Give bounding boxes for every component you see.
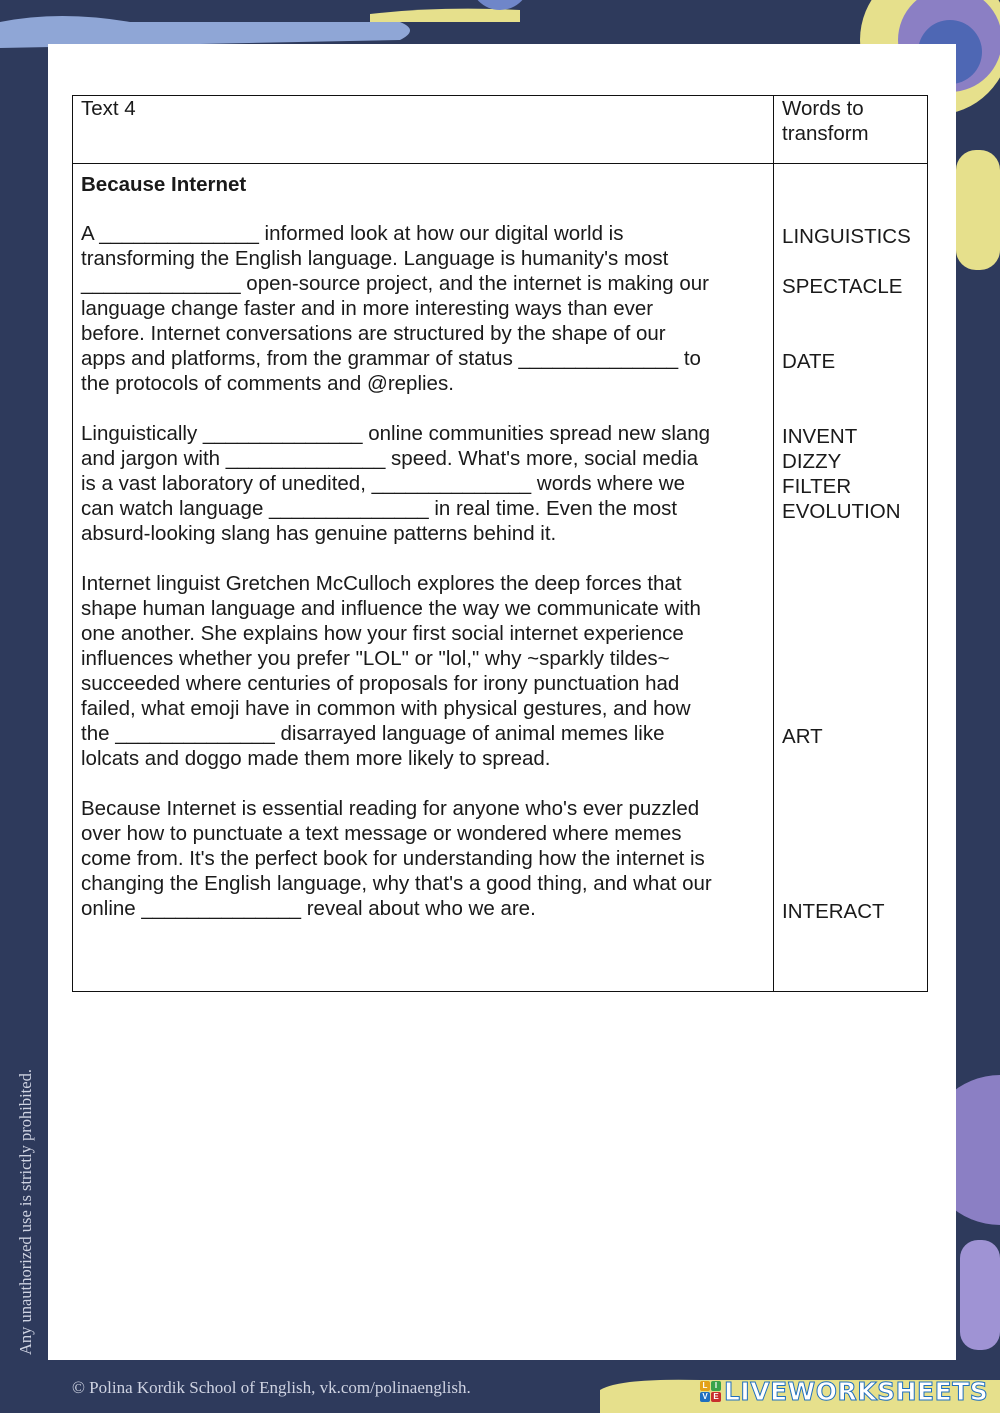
worksheet-table [72, 95, 928, 992]
paragraph-line: come from. It's the perfect book for understanding how the internet is [81, 847, 705, 870]
paragraph-line: is a vast laboratory of unedited, ______________ words where we [81, 472, 686, 495]
word-to-transform: FILTER [782, 475, 852, 498]
paragraph-line: lolcats and doggo made them more likely to spread. [81, 747, 551, 770]
copyright-footer: © Polina Kordik School of English, vk.com/polinaenglish. [72, 1378, 471, 1397]
paragraph-line: language change faster and in more interesting ways than ever [81, 297, 654, 320]
paragraph-line: succeeded where centuries of proposals for irony punctuation had [81, 672, 680, 695]
paragraph-line: transforming the English language. Language is humanity's most [81, 247, 669, 270]
paragraph-line: Because Internet is essential reading for anyone who's ever puzzled [81, 797, 700, 820]
word-to-transform: ART [782, 725, 823, 748]
paragraph-line: failed, what emoji have in common with physical gestures, and how [81, 697, 691, 720]
paragraph-line: the ______________ disarrayed language of animal memes like [81, 722, 665, 745]
paragraph-line: the protocols of comments and @replies. [81, 372, 454, 395]
paragraph-line: absurd-looking slang has genuine patterns behind it. [81, 522, 557, 545]
word-to-transform: DIZZY [782, 450, 842, 473]
logo-mark-icon: L I V E [700, 1381, 721, 1402]
table-body-row [73, 164, 928, 992]
paragraph-line: online ______________ reveal about who we are. [81, 897, 536, 920]
worksheet-page [48, 44, 956, 1360]
header-words-label-line1: Words to [782, 97, 864, 120]
liveworksheets-logo[interactable] [700, 1376, 988, 1406]
text-title: Because Internet [81, 173, 247, 196]
paragraph-line: influences whether you prefer "LOL" or "lol," why ~sparkly tildes~ [81, 647, 670, 670]
header-text-label: Text 4 [81, 97, 136, 120]
side-notice: Any unauthorized use is strictly prohibited. [16, 1069, 35, 1355]
paragraph-line: over how to punctuate a text message or wondered where memes [81, 822, 682, 845]
paragraph-line: A ______________ informed look at how our digital world is [81, 222, 624, 245]
paragraph-line: changing the English language, why that's a good thing, and what our [81, 872, 712, 895]
paragraph-line: Internet linguist Gretchen McCulloch explores the deep forces that [81, 572, 682, 595]
word-to-transform: INTERACT [782, 900, 885, 923]
paragraph-line: Linguistically ______________ online communities spread new slang [81, 422, 711, 445]
header-words-cell [774, 96, 928, 164]
logo-text: LIVEWORKSHEETS [724, 1376, 989, 1406]
word-to-transform: SPECTACLE [782, 275, 903, 298]
header-words-label-line2: transform [782, 122, 869, 146]
words-cell [774, 164, 928, 992]
table-header-row [73, 96, 928, 164]
text-cell [73, 164, 774, 992]
paragraph-line: one another. She explains how your first social internet experience [81, 622, 684, 645]
paragraph-line: can watch language ______________ in real time. Even the most [81, 497, 678, 520]
word-to-transform: LINGUISTICS [782, 225, 911, 248]
paragraph-line: shape human language and influence the way we communicate with [81, 597, 701, 620]
paragraph-line: ______________ open-source project, and the internet is making our [81, 272, 709, 295]
paragraph-line: before. Internet conversations are structured by the shape of our [81, 322, 666, 345]
word-to-transform: DATE [782, 350, 836, 373]
paragraph-line: and jargon with ______________ speed. What's more, social media [81, 447, 699, 470]
word-to-transform: EVOLUTION [782, 500, 901, 523]
header-text-cell [73, 96, 774, 164]
paragraph-line: apps and platforms, from the grammar of status ______________ to [81, 347, 701, 370]
word-to-transform: INVENT [782, 425, 858, 448]
